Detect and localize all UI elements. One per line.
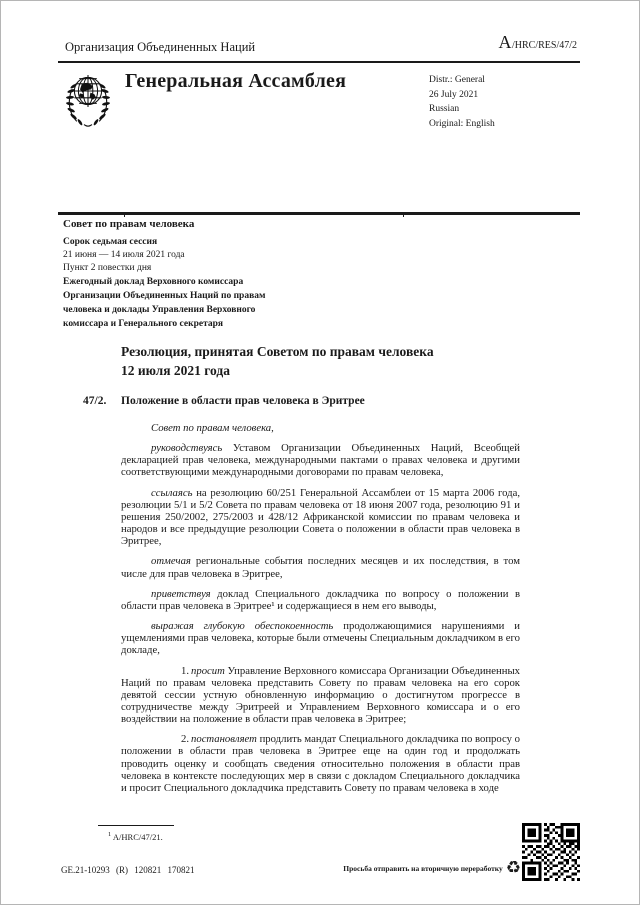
preamble-paragraph — [121, 442, 520, 478]
session-title: Сорок седьмая сессия — [63, 237, 158, 247]
paragraph-lead: ссылаясь — [151, 486, 193, 499]
recycle-note-row — [271, 856, 521, 880]
rule-tick — [403, 212, 404, 217]
operative-paragraph — [121, 733, 520, 794]
preamble-paragraph — [121, 487, 520, 548]
footnote-separator — [98, 825, 174, 826]
paragraph-number: 2. — [181, 733, 190, 746]
paragraph-text: региональные события последних месяцев и их последствия, в том числе для прав человека в Эритрее, — [121, 555, 520, 580]
distr-line: Russian — [429, 104, 460, 114]
operative-paragraph — [121, 665, 520, 726]
resolution-title — [121, 342, 434, 380]
preamble-paragraph — [121, 588, 520, 612]
doc-symbol-initial: A — [498, 32, 512, 52]
rule-tick — [124, 212, 125, 217]
agenda-title-line: Организации Объединенных Наций по правам — [63, 291, 266, 301]
qr-code-icon — [522, 823, 580, 886]
doc-symbol-rest: /HRC/RES/47/2 — [511, 40, 577, 51]
paragraph-lead: постановляет — [191, 733, 257, 746]
header-rule — [58, 61, 580, 63]
distr-line: Distr.: General — [429, 75, 485, 85]
masthead-rule — [58, 212, 580, 215]
resolution-number: 47/2. — [83, 395, 107, 407]
paragraph-lead: отмечая — [151, 555, 191, 568]
paragraph-lead: просит — [191, 664, 225, 677]
preamble-paragraph — [121, 620, 520, 656]
agenda-title-line: Ежегодный доклад Верховного комиссара — [63, 277, 244, 287]
paragraph-text: продолжающимися нарушениями и ущемлениями прав человека, которые были отмечены Специальным докладчиком в его докладе, — [121, 620, 520, 657]
doc-symbol — [498, 32, 577, 53]
paragraph-lead: выражая глубокую обеспокоенность — [151, 620, 334, 633]
distr-line: 26 July 2021 — [429, 89, 479, 100]
opening-line: Совет по правам человека, — [151, 422, 274, 434]
footer-ge-number: GE.21-10293 (R) 120821 170821 — [61, 865, 195, 875]
council-name: Совет по правам человека — [63, 218, 195, 230]
paragraph-text: доклад Специального докладчика по вопросу о положении в области прав человека в Эритрее¹ и содержащиеся в нем его выводы, — [121, 587, 520, 612]
resolution-body — [121, 422, 520, 802]
assembly-title: Генеральная Ассамблея — [125, 70, 347, 92]
paragraph-lead: руководствуясь — [151, 442, 223, 455]
org-name: Организация Объединенных Наций — [65, 40, 256, 54]
agenda-title-line: комиссара и Генерального секретаря — [63, 319, 224, 329]
footnote-ref: 1 — [108, 831, 112, 838]
distr-block — [429, 73, 495, 131]
recycle-note: Просьба отправить на вторичную переработку — [343, 863, 503, 873]
paragraph-text: на резолюцию 60/251 Генеральной Ассамблеи от 15 марта 2006 года, резолюции 5/1 и 5/2 Совета по правам человека от 18 июня 2007 года, резолюцию 91 и решения 250/2002, 275/2003 и 428/12 Африканской комиссии по правам человека и народов и все предыдущие резолюции Совета о положении в области прав человека в Эритрее, — [121, 486, 520, 548]
distr-line: Original: English — [429, 118, 495, 129]
masthead — [63, 218, 265, 331]
paragraph-text: Уставом Организации Объединенных Наций, Всеобщей декларацией прав человека, международными пактами о правах человека и другими соответствующими международными договорами по правам человека, — [121, 442, 520, 479]
agenda-title-line: человека и доклады Управления Верховного — [63, 305, 256, 315]
resolution-subject: Положение в области прав человека в Эритрее — [121, 395, 365, 407]
footnote-text: A/HRC/47/21. — [112, 831, 163, 842]
agenda-item-label: Пункт 2 повестки дня — [63, 263, 152, 273]
paragraph-number: 1. — [181, 664, 190, 677]
resolution-title-line1: Резолюция, принятая Советом по правам человека — [121, 344, 434, 359]
footnote — [98, 831, 163, 842]
session-dates: 21 июня — 14 июля 2021 года — [63, 250, 185, 260]
paragraph-text: Управление Верховного комиссара Организации Объединенных Наций по правам человека представить Совету по правам человека на его сорок девятой сессии устную обновленную информацию о достигнутом прогрессе в сотрудничестве между Эритреей и Управлением Верховного комиссара и о его воздействии на положение в области прав человека в Эритрее; — [121, 664, 520, 726]
paragraph-text: продлить мандат Специального докладчика по вопросу о положении в области прав человека в Эритрее еще на один год и продолжать проводить оценку и сообщать сведения относительно положения в области прав человека в контексте последующих мер в связи с докладом Специального докладчика и просит Специального докладчика представить Совету по правам человека в ходе — [121, 733, 520, 794]
paragraph-lead: приветствуя — [151, 587, 211, 600]
un-emblem-icon — [64, 67, 112, 136]
resolution-title-line2: 12 июля 2021 года — [121, 363, 230, 378]
preamble-paragraph — [121, 555, 520, 579]
recycle-icon: ♻ — [505, 857, 521, 878]
